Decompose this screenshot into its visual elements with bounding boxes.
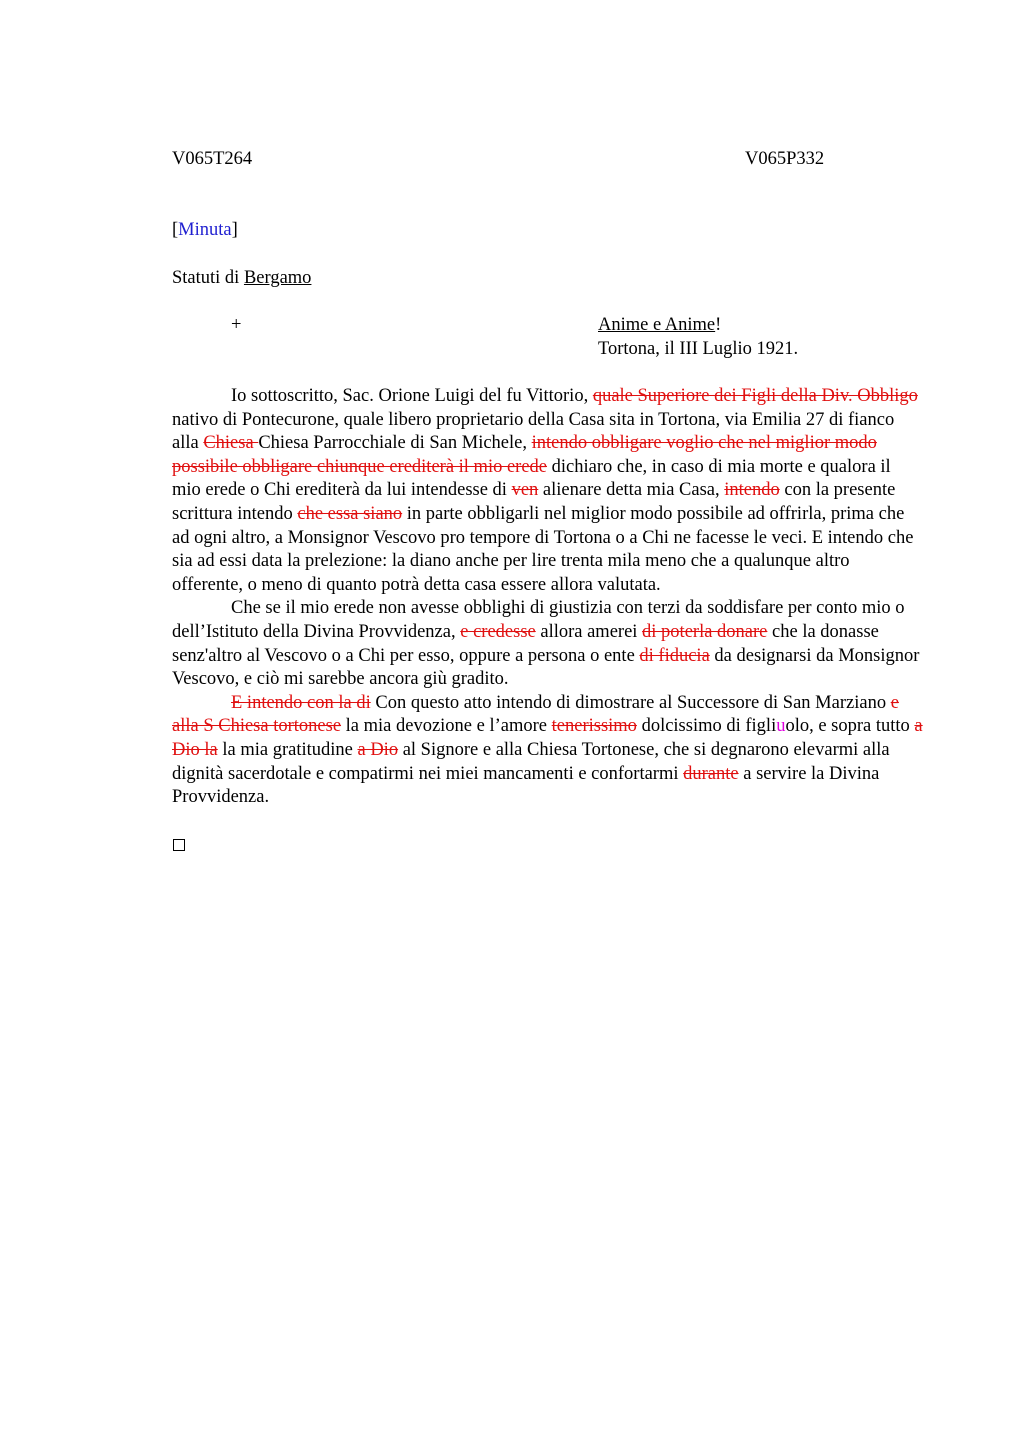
- text-segment: dichiaro che, in caso di mia morte e qualora il mio erede o Chi erediterà da lui intendesse di: [172, 456, 891, 501]
- document-code-right: V065P332: [745, 149, 825, 169]
- deleted-text: intendo obbligare voglio che nel miglior modo possibile obbligare chiunque erediterà il mio erede: [172, 433, 877, 477]
- deleted-text: a Dio: [357, 739, 399, 760]
- paragraph-1: [172, 385, 924, 597]
- deleted-text: tenerissimo: [551, 716, 637, 737]
- text-segment: che la donasse senz'altro al Vescovo o a Chi per esso, oppure a persona o ente: [172, 621, 879, 666]
- text-segment: dolcissimo di figli: [636, 716, 777, 737]
- minuta-label: [172, 218, 238, 242]
- deleted-text: durante: [683, 763, 739, 784]
- deleted-text: di poterla donare: [642, 621, 768, 642]
- cross-symbol: +: [231, 315, 242, 335]
- end-mark-square-icon: [173, 839, 185, 851]
- paragraph-3: [172, 692, 924, 810]
- motto-text: Anime e Anime: [598, 315, 716, 335]
- deleted-text: e credesse: [460, 621, 536, 642]
- text-segment: Chiesa Parrocchiale di San Michele,: [258, 433, 532, 454]
- deleted-text: quale Superiore dei Figli della Div. Obbligo: [592, 386, 918, 406]
- text-segment: Che se il mio erede non avesse obblighi di giustizia con terzi da soddisfare per conto mio o dell’Istituto della Divina Provvidenza,: [172, 598, 905, 642]
- motto-excl: !: [715, 315, 722, 335]
- text-segment: nativo di Pontecurone, quale libero proprietario della Casa sita in Tortona, via Emilia 27 di fianco alla: [172, 409, 895, 454]
- text-segment: a servire la Divina Provvidenza.: [172, 763, 880, 808]
- deleted-text: E intendo con la di: [231, 692, 371, 713]
- document-code-left: V065T264: [172, 149, 253, 169]
- text-segment: la mia devozione e l’amore: [341, 716, 552, 737]
- statuti-heading: [172, 266, 311, 290]
- text-segment: alienare detta mia Casa,: [538, 480, 725, 501]
- deleted-text: intendo: [724, 480, 780, 501]
- statuti-prefix: Statuti di: [172, 268, 244, 288]
- text-segment: olo, e sopra tutto: [785, 716, 915, 737]
- deleted-text: Chiesa: [203, 433, 259, 454]
- deleted-text: che essa siano: [297, 503, 403, 524]
- text-segment: la mia gratitudine: [217, 739, 358, 760]
- deleted-text: a Dio la: [172, 716, 923, 760]
- dateline: Tortona, il III Luglio 1921.: [598, 339, 799, 359]
- text-segment: in parte obbligarli nel miglior modo possibile ad offrirla, prima che ad ogni altro, a Monsignor Vescovo pro tempore di Tortona o a Chi ne facesse le veci. E intendo che sia ad essi data la prelezione: la diano anche per lire trenta mila meno che a qualunque altro offerente, o meno di quanto potrà detta casa essere allora valutata.: [172, 503, 914, 595]
- letter-body: [172, 385, 924, 810]
- text-segment: al Signore e alla Chiesa Tortonese, che si degnarono elevarmi alla dignità sacerdotale e compatirmi nei miei mancamenti e confortarmi: [172, 739, 890, 784]
- bracket-open: [: [172, 220, 179, 240]
- text-segment: Io sottoscritto, Sac. Orione Luigi del fu Vittorio,: [231, 386, 593, 406]
- inserted-letter: u: [776, 716, 786, 737]
- text-segment: allora amerei: [535, 621, 643, 642]
- deleted-text: e alla S Chiesa tortonese: [172, 692, 899, 737]
- motto: [598, 313, 721, 337]
- paragraph-2: [172, 597, 924, 691]
- text-segment: Con questo atto intendo di dimostrare al Successore di San Marziano: [370, 692, 891, 713]
- text-segment: con la presente scrittura intendo: [172, 480, 896, 524]
- deleted-text: ven: [511, 480, 539, 501]
- deleted-text: di fiducia: [639, 645, 710, 666]
- bracket-close: ]: [231, 220, 238, 240]
- text-segment: da designarsi da Monsignor Vescovo, e ciò mi sarebbe ancora giù gradito.: [172, 645, 920, 690]
- statuti-place: Bergamo: [243, 268, 312, 288]
- minuta-word: Minuta: [178, 220, 232, 240]
